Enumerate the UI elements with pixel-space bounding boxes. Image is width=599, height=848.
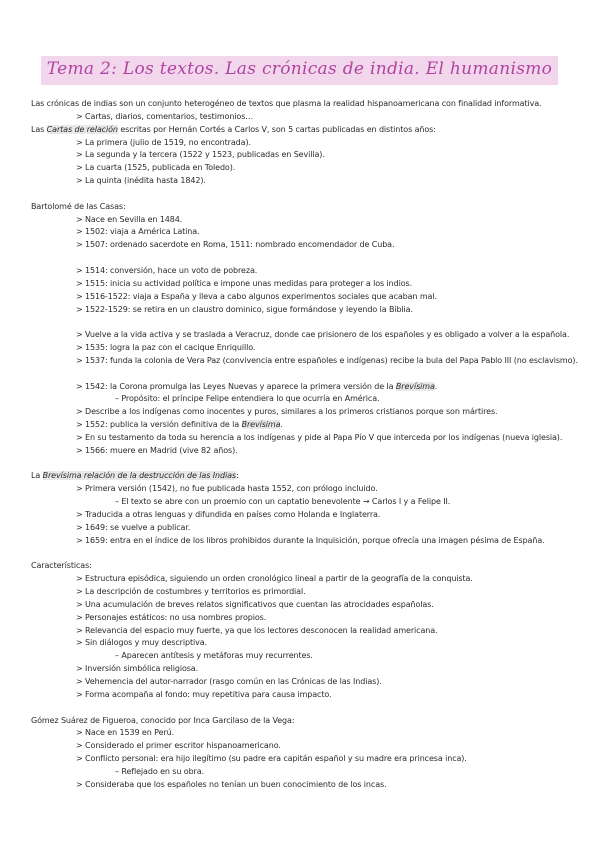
text-run: > Vuelve a la vida activa y se traslada a Veracruz, donde cae prisionero de los españoles y es obligado a volver a la española. bbox=[76, 330, 570, 340]
text-run: > Describe a los indígenas como inocentes y puros, similares a los primeros cristianos porque son mártires. bbox=[76, 407, 498, 417]
text-run: > 1515: inicia su actividad política e impone unas medidas para proteger a los indios. bbox=[76, 278, 413, 288]
text-run: > La primera (julio de 1519, no encontrada). bbox=[76, 137, 251, 147]
text-run: > 1502: viaja a América Latina. bbox=[76, 227, 200, 237]
bullet-item bbox=[31, 291, 571, 304]
bullet-item bbox=[31, 406, 571, 419]
text-run: > Conflicto personal: era hijo ilegítimo (su padre era capitán español y su madre era princesa inca). bbox=[76, 754, 467, 764]
text-run: Bartolomé de las Casas: bbox=[31, 201, 126, 211]
highlighted-title: Brevísima bbox=[395, 381, 435, 391]
text-run: > 1542: la Corona promulga las Leyes Nuevas y aparece la primera versión de la bbox=[76, 381, 396, 391]
paragraph-line bbox=[31, 715, 571, 728]
text-run: Las crónicas de indias son un conjunto heterogéneo de textos que plasma la realidad hispanoamericana con finalidad informativa. bbox=[31, 99, 542, 108]
text-run: Características: bbox=[31, 561, 92, 571]
text-run: > La descripción de costumbres y territorios es primordial. bbox=[76, 587, 306, 597]
bullet-item bbox=[31, 329, 571, 342]
text-run: Gómez Suárez de Figueroa, conocido por Inca Garcilaso de la Vega: bbox=[31, 715, 295, 725]
page-title: Tema 2: Los textos. Las crónicas de india. El humanismo bbox=[46, 59, 553, 79]
bullet-item bbox=[31, 740, 571, 753]
text-run: > Traducida a otras lenguas y difundida en países como Holanda e Inglaterra. bbox=[76, 510, 381, 519]
bullet-item bbox=[31, 432, 571, 445]
bullet-item bbox=[31, 265, 571, 278]
bullet-item bbox=[31, 175, 571, 188]
text-run: > La quinta (inédita hasta 1842). bbox=[76, 176, 206, 186]
sub-bullet-item bbox=[31, 650, 571, 663]
paragraph-gap bbox=[31, 458, 571, 471]
bullet-item bbox=[31, 149, 571, 162]
bullet-item bbox=[31, 625, 571, 638]
text-run: > 1659: entra en el índice de los libros prohibidos durante la Inquisición, porque ofrecía una imagen pésima de España. bbox=[76, 535, 545, 545]
bullet-item bbox=[31, 304, 571, 317]
text-run: > 1535: logra la paz con el cacique Enriquillo. bbox=[76, 343, 256, 353]
bullet-item bbox=[31, 445, 571, 458]
text-run: > 1649: se vuelve a publicar. bbox=[76, 522, 191, 532]
text-run: – Aparecen antítesis y metáforas muy recurrentes. bbox=[115, 651, 313, 661]
text-run: > Consideraba que los españoles no tenían un buen conocimiento de los incas. bbox=[76, 779, 387, 789]
text-run: – Reflejado en su obra. bbox=[115, 766, 204, 776]
bullet-item bbox=[31, 522, 571, 535]
text-run: > Personajes estáticos: no usa nombres propios. bbox=[76, 612, 267, 622]
bullet-item bbox=[31, 419, 571, 432]
bullet-item bbox=[31, 509, 571, 522]
highlighted-title: Cartas de relación bbox=[46, 124, 118, 134]
document-body bbox=[31, 98, 578, 792]
paragraph-line bbox=[31, 201, 571, 214]
bullet-item bbox=[31, 226, 571, 239]
text-run: Las bbox=[31, 124, 47, 134]
paragraph-gap bbox=[31, 548, 571, 561]
text-run: > 1507: ordenado sacerdote en Roma, 1511: nombrado encomendador de Cuba. bbox=[76, 240, 395, 250]
highlighted-title: Brevísima bbox=[241, 420, 281, 430]
bullet-item bbox=[31, 676, 571, 689]
bullet-item bbox=[31, 535, 571, 548]
text-run: > Sin diálogos y muy descriptiva. bbox=[76, 638, 207, 648]
text-run: > 1552: publica la versión definitiva de la bbox=[76, 420, 242, 430]
bullet-item bbox=[31, 689, 571, 702]
sub-bullet-item bbox=[31, 393, 571, 406]
text-run: > La cuarta (1525, publicada en Toledo). bbox=[76, 163, 236, 173]
bullet-item bbox=[31, 663, 571, 676]
text-run: > 1566: muere en Madrid (vive 82 años). bbox=[76, 445, 238, 455]
text-run: > 1514: conversión, hace un voto de pobreza. bbox=[76, 265, 258, 275]
paragraph-line bbox=[31, 560, 571, 573]
text-run: – Propósito: el príncipe Felipe entendiera lo que ocurría en América. bbox=[115, 394, 380, 404]
paragraph-gap bbox=[31, 188, 571, 201]
bullet-item bbox=[31, 137, 571, 150]
text-run: > Nace en Sevilla en 1484. bbox=[76, 214, 183, 224]
text-run: > Forma acompaña al fondo: muy repetitiva para causa impacto. bbox=[76, 689, 332, 699]
text-run: > 1522-1529: se retira en un claustro dominico, sigue formándose y leyendo la Biblia. bbox=[76, 304, 413, 314]
paragraph-line bbox=[31, 98, 571, 111]
paragraph-gap bbox=[31, 702, 571, 715]
bullet-item bbox=[31, 278, 571, 291]
text-run: escritas por Hernán Cortés a Carlos V, son 5 cartas publicadas en distintos años: bbox=[117, 124, 436, 134]
bullet-item bbox=[31, 111, 571, 124]
text-run: > 1516-1522: viaja a España y lleva a cabo algunos experimentos sociales que acaban mal. bbox=[76, 291, 437, 301]
bullet-item bbox=[31, 239, 571, 252]
bullet-item bbox=[31, 162, 571, 175]
paragraph-gap bbox=[31, 252, 571, 265]
text-run: . bbox=[434, 381, 438, 391]
bullet-item bbox=[31, 214, 571, 227]
bullet-item bbox=[31, 342, 571, 355]
text-run: > Relevancia del espacio muy fuerte, ya que los lectores desconocen la realidad americana. bbox=[76, 625, 438, 635]
highlighted-title: Brevísima relación de la destrucción de las Indias bbox=[42, 471, 236, 481]
title-banner bbox=[41, 56, 558, 85]
text-run: : bbox=[235, 471, 239, 481]
bullet-item bbox=[31, 612, 571, 625]
text-run: > Considerado el primer escritor hispanoamericano. bbox=[76, 741, 281, 751]
paragraph-line bbox=[31, 470, 571, 483]
sub-bullet-item bbox=[31, 766, 571, 779]
bullet-item bbox=[31, 483, 571, 496]
bullet-item bbox=[31, 355, 578, 368]
paragraph-gap bbox=[31, 368, 571, 381]
text-run: > En su testamento da toda su herencia a los indígenas y pide al Papa Pío V que interceda por los indígenas (nueva iglesia). bbox=[76, 432, 563, 442]
bullet-item bbox=[31, 779, 571, 792]
bullet-item bbox=[31, 753, 571, 766]
text-run: > La segunda y la tercera (1522 y 1523, publicadas en Sevilla). bbox=[76, 150, 325, 160]
text-run: > Estructura episódica, siguiendo un orden cronológico lineal a partir de la geografía de la conquista. bbox=[76, 574, 473, 584]
text-run: > Primera versión (1542), no fue publicada hasta 1552, con prólogo incluido. bbox=[76, 484, 378, 494]
bullet-item bbox=[31, 727, 571, 740]
text-run: . bbox=[280, 420, 283, 430]
bullet-item bbox=[31, 586, 571, 599]
text-run: > Una acumulación de breves relatos significativos que cuentan las atrocidades españolas. bbox=[76, 599, 434, 609]
bullet-item bbox=[31, 599, 571, 612]
text-run: La bbox=[31, 471, 43, 481]
bullet-item bbox=[31, 637, 571, 650]
bullet-item bbox=[31, 381, 571, 394]
text-run: > Nace en 1539 en Perú. bbox=[76, 728, 175, 738]
sub-bullet-item bbox=[31, 496, 571, 509]
bullet-item bbox=[31, 573, 571, 586]
paragraph-gap bbox=[31, 316, 571, 329]
paragraph-line bbox=[31, 124, 571, 137]
text-run: > Inversión simbólica religiosa. bbox=[76, 664, 199, 674]
text-run: > Vehemencia del autor-narrador (rasgo común en las Crónicas de las Indias). bbox=[76, 676, 382, 686]
text-run: – El texto se abre con un proemio con un captatio benevolente → Carlos I y a Felipe II. bbox=[115, 497, 451, 507]
text-run: > 1537: funda la colonia de Vera Paz (convivencia entre españoles e indígenas) recibe la bula del Papa Pablo III (no esclavismo). bbox=[76, 355, 578, 365]
text-run: > Cartas, diarios, comentarios, testimonios… bbox=[76, 111, 254, 121]
